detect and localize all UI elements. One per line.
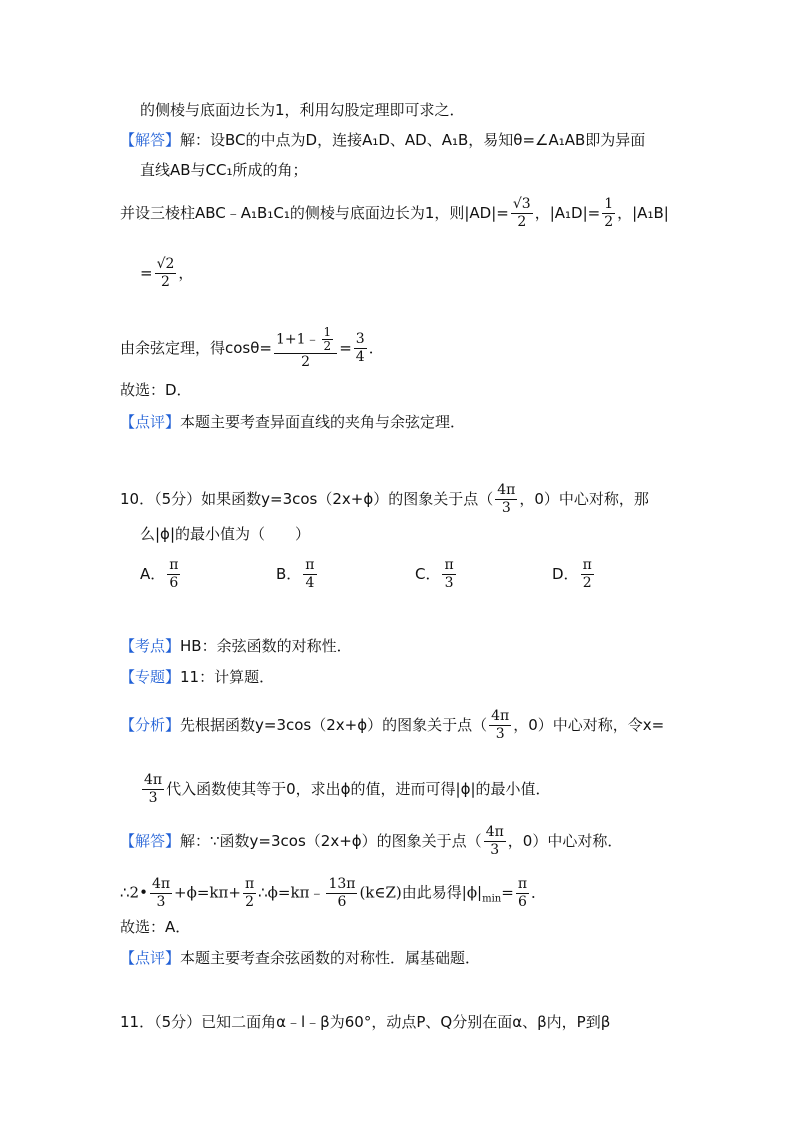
text: = (501, 883, 514, 902)
option-a[interactable] (140, 557, 182, 592)
answer-9: 故选：D． (120, 381, 192, 399)
option-b[interactable] (276, 557, 319, 592)
text: ∴ϕ=kπ﹣ (258, 883, 325, 902)
solution-9-line-4 (140, 256, 193, 291)
question-11: 11．（5分）已知二面角α﹣l﹣β为60°，动点P、Q分别在面α、β内，P到β (120, 1013, 611, 1031)
text: ，0）中心对称，令x= (513, 716, 665, 734)
solution-10-line-1 (120, 824, 622, 859)
text: ， (178, 264, 194, 282)
solution-9-line-1 (120, 130, 645, 150)
fraction-ad: $\frac{√3}{2}$ (512, 196, 531, 230)
answer-10: 故选：A． (120, 918, 191, 936)
subscript-min: min (482, 893, 502, 905)
solution-tag: 【解答】 (120, 131, 181, 149)
text: ，0）中心对称，那 (519, 490, 649, 508)
knowledge-text: HB：余弦函数的对称性． (180, 637, 352, 655)
text: +ϕ=kπ+ (174, 883, 241, 902)
topic-text: 11：计算题． (180, 668, 275, 686)
text: ． (531, 883, 547, 902)
solution-9-line-2: 直线AB与CC₁所成的角； (140, 161, 308, 179)
review-tag: 【点评】 (120, 413, 181, 431)
text: 并设三棱柱ABC﹣A₁B₁C₁的侧棱与底面边长为1，则|AD|= (120, 204, 509, 222)
fraction: $\frac{13\pi}{6}$ (328, 876, 356, 910)
solution-9-text: 解：设BC的中点为D，连接A₁D、AD、A₁B，易知θ=∠A₁AB即为异面 (180, 131, 646, 149)
question-10-line-1 (120, 482, 649, 517)
option-fraction: $\frac{\pi}{6}$ (169, 557, 179, 591)
topic-tag: 【专题】 (120, 668, 181, 686)
solution-9-line-3 (120, 196, 669, 231)
fraction-a1d: $\frac{1}{2}$ (604, 196, 614, 230)
fraction-point: $\frac{4\pi}{3}$ (491, 708, 510, 742)
fraction-point: $\frac{4\pi}{3}$ (497, 482, 516, 516)
analysis-tag: 【分析】 (120, 716, 181, 734)
option-fraction: $\frac{\pi}{4}$ (305, 557, 315, 591)
knowledge-point-10 (120, 636, 352, 656)
option-label: D． (552, 565, 579, 583)
option-label: B． (276, 565, 302, 583)
text: 由余弦定理，得cosθ= (120, 339, 272, 357)
text: = (140, 264, 153, 282)
text: ∴2• (120, 883, 148, 902)
option-c[interactable] (415, 557, 458, 592)
text: 代入函数使其等于0，求出ϕ的值，进而可得|ϕ|的最小值． (166, 780, 551, 798)
topic-10 (120, 667, 274, 687)
knowledge-tag: 【考点】 (120, 637, 181, 655)
question-10-line-2: 么|ϕ|的最小值为（ ） (140, 525, 311, 543)
analysis-10-line-1 (120, 708, 664, 743)
solution-tag: 【解答】 (120, 832, 181, 850)
fraction-point: $\frac{4\pi}{3}$ (485, 824, 504, 858)
text: ，|A₁B| (617, 204, 669, 222)
option-label: A． (140, 565, 166, 583)
analysis-continuation: 的侧棱与底面边长为1，利用勾股定理即可求之． (140, 101, 465, 119)
text: ，0）中心对称． (507, 832, 623, 850)
analysis-10-line-2 (140, 772, 551, 807)
fraction: $\frac{4\pi}{3}$ (151, 876, 171, 910)
fraction: $\frac{\pi}{6}$ (517, 876, 528, 910)
fraction: $\frac{\pi}{2}$ (244, 876, 255, 910)
solution-9-line-5 (120, 326, 384, 371)
fraction-result: $\frac{3}{4}$ (355, 331, 365, 365)
fraction-cos: 1+1﹣ $\frac{1}{2}$ 2 (274, 326, 337, 371)
option-d[interactable] (552, 557, 596, 592)
text: ． (368, 339, 384, 357)
review-10 (120, 948, 480, 968)
fraction-a1b: $\frac{√2}{2}$ (156, 256, 175, 290)
option-label: C． (415, 565, 441, 583)
text: 解：∵函数y=3cos（2x+ϕ）的图象关于点（ (180, 832, 482, 850)
review-text: 本题主要考查余弦函数的对称性．属基础题． (180, 949, 481, 967)
review-9 (120, 412, 465, 432)
option-fraction: $\frac{\pi}{3}$ (444, 557, 454, 591)
text: 先根据函数y=3cos（2x+ϕ）的图象关于点（ (180, 716, 488, 734)
text: ，|A₁D|= (534, 204, 601, 222)
review-tag: 【点评】 (120, 949, 181, 967)
option-fraction: $\frac{\pi}{2}$ (582, 557, 592, 591)
solution-10-line-2 (120, 876, 546, 911)
review-text: 本题主要考查异面直线的夹角与余弦定理． (180, 413, 466, 431)
text: 10．（5分）如果函数y=3cos（2x+ϕ）的图象关于点（ (120, 490, 494, 508)
text: = (339, 339, 352, 357)
fraction-x: $\frac{4\pi}{3}$ (144, 772, 163, 806)
text: (k∈Z)由此易得|ϕ| (359, 883, 483, 902)
